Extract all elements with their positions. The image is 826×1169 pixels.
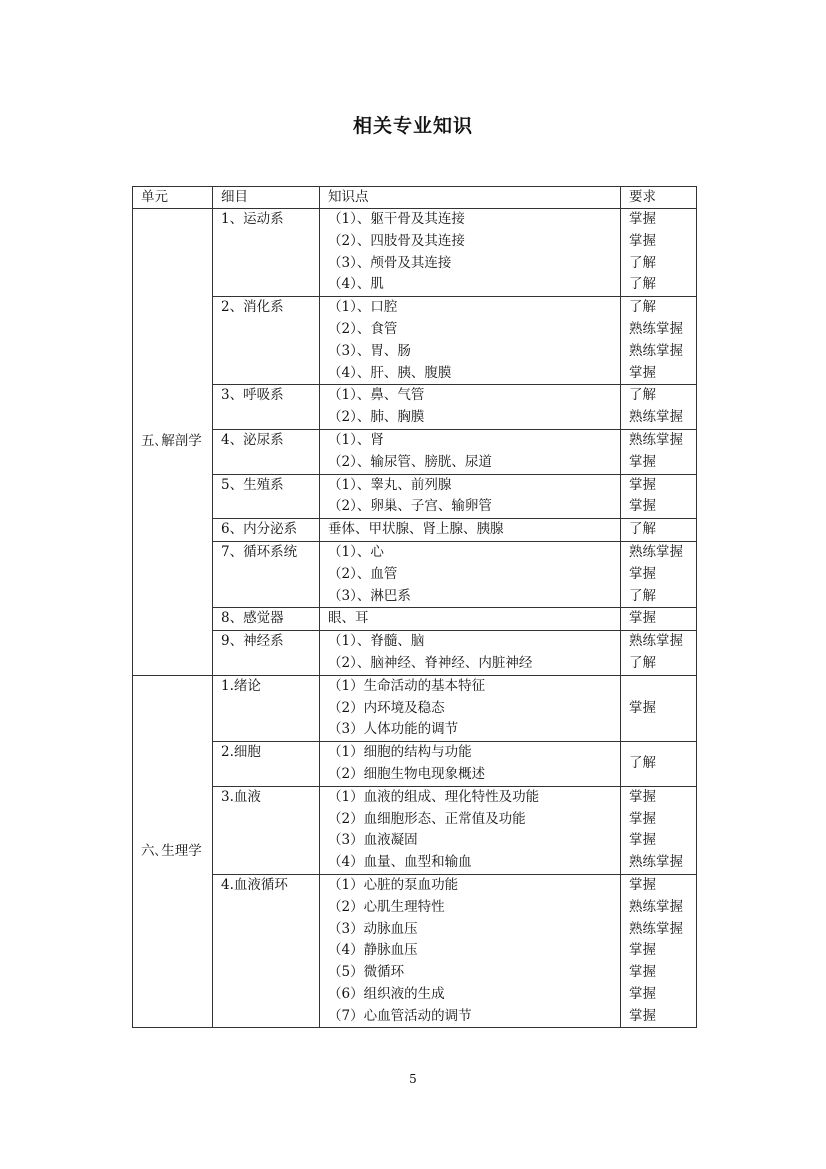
point-line: （4）、肌 — [328, 276, 384, 293]
requirement-cell — [621, 474, 697, 519]
requirement-line: 了解 — [629, 521, 656, 538]
header-item: 细目 — [213, 187, 320, 209]
point-line: （1）心脏的泵血功能 — [328, 876, 459, 893]
point-line: （2）、肺、胸膜 — [328, 409, 425, 426]
requirement-cell — [621, 541, 697, 607]
requirement-line: 了解 — [629, 276, 656, 293]
requirement-line: 熟练掌握 — [629, 320, 683, 337]
point-line: （2）血细胞形态、正常值及功能 — [328, 810, 526, 827]
requirement-line: 熟练掌握 — [629, 898, 683, 915]
point-line: （1）、睾丸、前列腺 — [328, 476, 452, 493]
requirement-line: 掌握 — [629, 364, 656, 381]
point-line: （1）血液的组成、理化特性及功能 — [328, 788, 540, 805]
requirement-line: 了解 — [629, 654, 656, 671]
requirement-line: 掌握 — [629, 985, 656, 1002]
point-line: （1）、心 — [328, 543, 384, 560]
requirement-line: 掌握 — [629, 610, 656, 627]
point-line: （2）、输尿管、膀胱、尿道 — [328, 453, 492, 470]
point-line: （5）微循环 — [328, 964, 405, 981]
table-row — [133, 786, 697, 874]
table-row — [133, 474, 697, 519]
point-cell — [320, 675, 621, 741]
point-cell — [320, 519, 621, 542]
unit-cell: 五､解剖学 — [133, 209, 213, 676]
table-row — [133, 429, 697, 474]
table-row — [133, 874, 697, 1028]
item-cell: 3、呼吸系 — [213, 385, 320, 430]
point-line: （2）细胞生物电现象概述 — [328, 765, 486, 782]
item-cell: 1、运动系 — [213, 209, 320, 297]
requirement-cell — [621, 209, 697, 297]
syllabus-table — [132, 186, 697, 1028]
requirement-line: 了解 — [629, 587, 656, 604]
table-row — [133, 541, 697, 607]
item-cell: 4.血液循环 — [213, 874, 320, 1028]
item-cell: 6、内分泌系 — [213, 519, 320, 542]
point-line: （2）心肌生理特性 — [328, 898, 445, 915]
requirement-line: 熟练掌握 — [629, 920, 683, 937]
point-line: （4）、肝、胰、腹膜 — [328, 364, 452, 381]
unit-cell: 六､生理学 — [133, 675, 213, 1028]
requirement-line: 了解 — [629, 299, 656, 316]
requirement-line: 熟练掌握 — [629, 342, 683, 359]
point-line: （3）、胃、肠 — [328, 342, 411, 359]
point-line: （3）、颅骨及其连接 — [328, 254, 452, 271]
table-header-row — [133, 187, 697, 209]
item-cell: 1.绪论 — [213, 675, 320, 741]
requirement-line: 掌握 — [629, 876, 656, 893]
requirement-cell: 了解 — [621, 742, 697, 787]
requirement-line: 掌握 — [629, 476, 656, 493]
table-row — [133, 608, 697, 631]
requirement-line: 掌握 — [629, 1007, 656, 1024]
point-line: （2）、四肢骨及其连接 — [328, 232, 465, 249]
table-row — [133, 519, 697, 542]
point-line: （3）血液凝固 — [328, 832, 418, 849]
point-cell — [320, 631, 621, 676]
point-cell — [320, 429, 621, 474]
requirement-line: 掌握 — [629, 565, 656, 582]
point-line: （4）静脉血压 — [328, 942, 418, 959]
requirement-line: 了解 — [629, 387, 656, 404]
requirement-cell — [621, 385, 697, 430]
requirement-cell — [621, 519, 697, 542]
point-line: （4）血量、血型和输血 — [328, 854, 472, 871]
point-line: （7）心血管活动的调节 — [328, 1007, 472, 1024]
point-line: （1）、肾 — [328, 431, 384, 448]
page-number: 5 — [409, 1072, 417, 1086]
point-line: （1）、脊髓、脑 — [328, 633, 425, 650]
requirement-cell — [621, 429, 697, 474]
point-line: （2）、血管 — [328, 565, 398, 582]
point-line: （2）内环境及稳态 — [328, 699, 445, 716]
item-cell: 4、泌尿系 — [213, 429, 320, 474]
point-line: 眼、耳 — [328, 610, 369, 627]
requirement-line: 了解 — [629, 254, 656, 271]
point-line: （2）、卵巢、子宫、输卵管 — [328, 498, 492, 515]
point-line: （1）、口腔 — [328, 299, 398, 316]
item-cell: 5、生殖系 — [213, 474, 320, 519]
table-row — [133, 631, 697, 676]
item-cell: 9、神经系 — [213, 631, 320, 676]
point-line: （3）人体功能的调节 — [328, 721, 459, 738]
requirement-cell: 掌握 — [621, 675, 697, 741]
point-cell — [320, 742, 621, 787]
point-cell — [320, 385, 621, 430]
point-line: （3）动脉血压 — [328, 920, 418, 937]
requirement-line: 掌握 — [629, 832, 656, 849]
requirement-line: 掌握 — [629, 942, 656, 959]
table-row — [133, 742, 697, 787]
table-row — [133, 297, 697, 385]
requirement-cell — [621, 631, 697, 676]
item-cell: 7、循环系统 — [213, 541, 320, 607]
table-row — [133, 385, 697, 430]
requirement-line: 熟练掌握 — [629, 633, 683, 650]
requirement-line: 掌握 — [629, 211, 656, 227]
table-row — [133, 675, 697, 741]
requirement-cell — [621, 874, 697, 1028]
point-line: （1）、鼻、气管 — [328, 387, 425, 404]
requirement-line: 掌握 — [629, 964, 656, 981]
item-cell: 2、消化系 — [213, 297, 320, 385]
requirement-line: 熟练掌握 — [629, 543, 683, 560]
point-cell — [320, 297, 621, 385]
requirement-line: 掌握 — [629, 232, 656, 249]
point-line: （1）、躯干骨及其连接 — [328, 211, 465, 227]
requirement-cell — [621, 297, 697, 385]
table-row — [133, 209, 697, 297]
point-line: （3）、淋巴系 — [328, 587, 411, 604]
point-cell — [320, 474, 621, 519]
requirement-cell — [621, 608, 697, 631]
point-cell — [320, 209, 621, 297]
requirement-line: 掌握 — [629, 498, 656, 515]
requirement-line: 熟练掌握 — [629, 854, 683, 871]
requirement-cell — [621, 786, 697, 874]
item-cell: 3.血液 — [213, 786, 320, 874]
requirement-line: 掌握 — [629, 788, 656, 805]
point-line: （2）、食管 — [328, 320, 398, 337]
point-cell — [320, 541, 621, 607]
header-requirement: 要求 — [621, 187, 697, 209]
page-title: 相关专业知识 — [352, 115, 473, 137]
requirement-line: 熟练掌握 — [629, 409, 683, 426]
item-cell: 2.细胞 — [213, 742, 320, 787]
point-cell — [320, 786, 621, 874]
requirement-line: 掌握 — [629, 810, 656, 827]
point-line: （6）组织液的生成 — [328, 985, 445, 1002]
point-line: （1）生命活动的基本特征 — [328, 677, 486, 694]
point-line: （2）、脑神经、脊神经、内脏神经 — [328, 654, 533, 671]
point-cell — [320, 874, 621, 1028]
point-line: （1）细胞的结构与功能 — [328, 744, 472, 761]
point-line: 垂体、甲状腺、肾上腺、胰腺 — [328, 521, 504, 538]
header-unit: 单元 — [133, 187, 213, 209]
requirement-line: 掌握 — [629, 453, 656, 470]
requirement-line: 熟练掌握 — [629, 431, 683, 448]
header-point: 知识点 — [320, 187, 621, 209]
point-cell — [320, 608, 621, 631]
item-cell: 8、感觉器 — [213, 608, 320, 631]
